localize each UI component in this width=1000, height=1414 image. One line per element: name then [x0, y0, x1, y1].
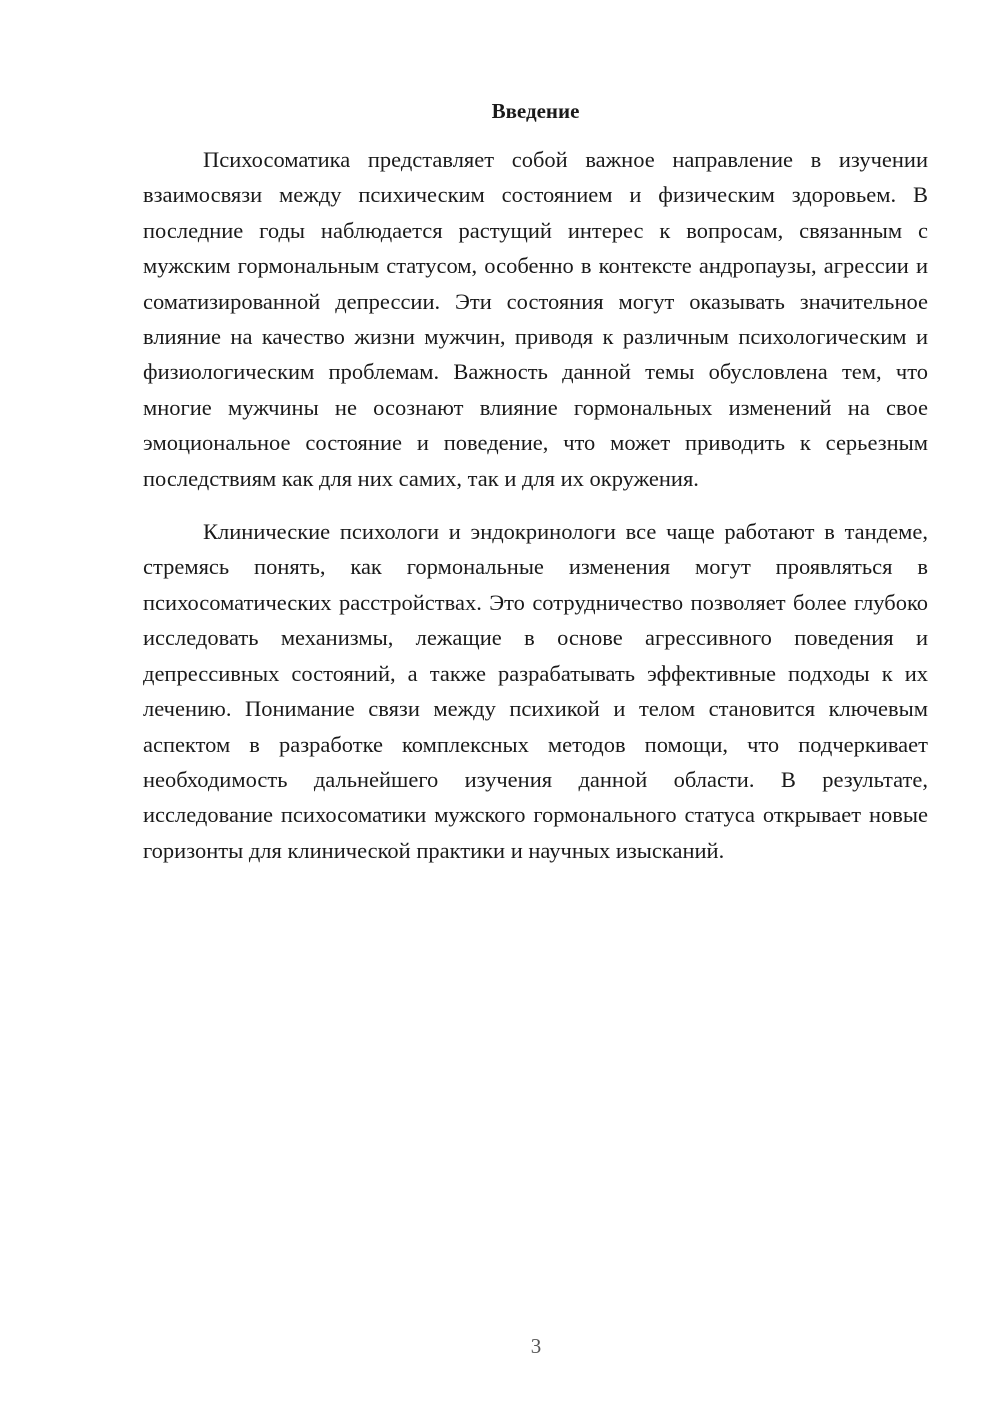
- paragraph-2: Клинические психологи и эндокринологи все чаще работают в тандеме, стремясь понять, как гормональные изменения могут проявляться в психосоматических расстройствах. Это сотрудничество позволяет более глубоко исследовать механизмы, лежащие в основе агрессивного поведения и депрессивных состояний, а также разрабатывать эффективные подходы к их лечению. Понимание связи между психикой и телом становится ключевым аспектом в разработке комплексных методов помощи, что подчеркивает необходимость дальнейшего изучения данной области. В результате, исследование психосоматики мужского гормонального статуса открывает новые горизонты для клинической практики и научных изысканий.: [143, 519, 928, 863]
- paragraph-1: Психосоматика представляет собой важное направление в изучении взаимосвязи между психическим состоянием и физическим здоровьем. В последние годы наблюдается растущий интерес к вопросам, связанным с мужским гормональным статусом, особенно в контексте андропаузы, агрессии и соматизированной депрессии. Эти состояния могут оказывать значительное влияние на качество жизни мужчин, приводя к различным психологическим и физиологическим проблемам. Важность данной темы обусловлена тем, что многие мужчины не осознают влияние гормональных изменений на свое эмоциональное состояние и поведение, что может приводить к серьезным последствиям как для них самих, так и для их окружения.: [143, 147, 928, 491]
- page-number: 3: [530, 1334, 542, 1358]
- body-text: [143, 142, 928, 886]
- page-title: Введение: [491, 99, 580, 123]
